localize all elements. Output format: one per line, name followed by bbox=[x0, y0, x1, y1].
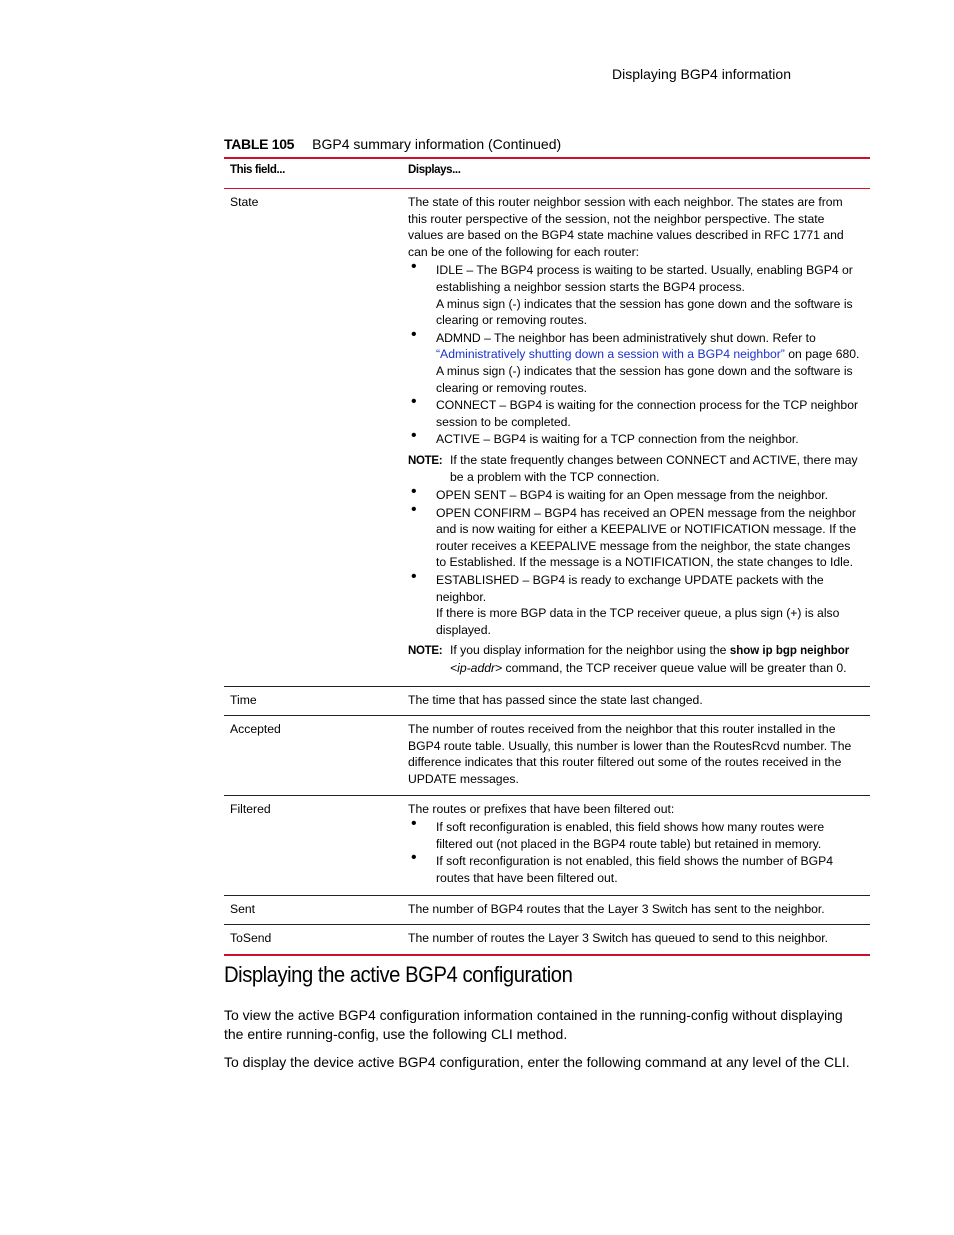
state-open-sent: • OPEN SENT – BGP4 is waiting for an Open message from the neighbor. bbox=[436, 488, 828, 503]
note-text: If the state frequently changes between CONNECT and ACTIVE, there may be a problem with the TCP connection. bbox=[450, 452, 858, 484]
note bbox=[408, 642, 862, 676]
state-intro: The state of this router neighbor session with each neighbor. The states are from this router perspective of the session, not the neighbor perspective. The state values are based on the BGP4 state machine values described in RFC 1771 and can be one of the following for each router: bbox=[408, 195, 844, 259]
command-argument: <ip-addr> bbox=[450, 661, 503, 676]
body-paragraph: To view the active BGP4 configuration information contained in the running-config without displaying the entire running-config, use the following CLI method. bbox=[224, 1007, 843, 1042]
note bbox=[408, 452, 862, 485]
section-heading: Displaying the active BGP4 configuration bbox=[224, 962, 573, 987]
state-list bbox=[408, 262, 862, 448]
filtered-list bbox=[408, 819, 862, 886]
body-paragraph: To display the device active BGP4 configuration, enter the following command at any level of the CLI. bbox=[224, 1054, 850, 1070]
column-header-displays: Displays... bbox=[408, 164, 461, 176]
field-name: Time bbox=[230, 692, 257, 707]
filtered-item-text: • If soft reconfiguration is not enabled, this field shows the number of BGP4 routes that have been filtered out. bbox=[436, 854, 833, 885]
table-number: TABLE 105 bbox=[224, 136, 295, 152]
list-item bbox=[408, 330, 862, 396]
command-name: show ip bgp neighbor bbox=[729, 645, 850, 658]
table-row-filtered bbox=[224, 795, 870, 895]
field-description: The number of BGP4 routes that the Layer 3 Switch has sent to the neighbor. bbox=[408, 901, 825, 916]
list-item bbox=[408, 431, 862, 448]
field-name: Accepted bbox=[230, 722, 281, 737]
table-header-row bbox=[224, 159, 870, 189]
running-header: Displaying BGP4 information bbox=[612, 66, 791, 82]
note-text-pre: If you display information for the neighbor using the bbox=[450, 643, 730, 658]
field-name: ToSend bbox=[230, 931, 272, 946]
cross-reference-link[interactable]: “Administratively shutting down a session with a BGP4 neighbor” bbox=[436, 347, 785, 362]
bgp4-summary-table bbox=[224, 157, 870, 956]
field-description bbox=[408, 189, 870, 686]
state-admnd-page: on page 680. bbox=[784, 347, 860, 362]
state-idle-sub: A minus sign (-) indicates that the session has gone down and the software is clearing or removing routes. bbox=[436, 296, 853, 328]
list-item bbox=[408, 819, 862, 852]
list-item bbox=[408, 853, 862, 886]
column-header-field: This field... bbox=[230, 164, 285, 176]
filtered-intro: The routes or prefixes that have been filtered out: bbox=[408, 801, 675, 816]
note-text bbox=[450, 642, 862, 676]
field-name: Sent bbox=[230, 901, 256, 916]
list-item bbox=[408, 505, 862, 571]
field-name: Filtered bbox=[230, 801, 271, 816]
note-label: NOTE: bbox=[408, 454, 443, 467]
table-row-state bbox=[224, 189, 870, 686]
state-established: • ESTABLISHED – BGP4 is ready to exchange UPDATE packets with the neighbor. bbox=[436, 573, 824, 604]
state-idle: • IDLE – The BGP4 process is waiting to be started. Usually, enabling BGP4 or establishing a neighbor session starts the BGP4 process. bbox=[436, 263, 853, 294]
table-title: BGP4 summary information (Continued) bbox=[312, 136, 562, 152]
table-row-tosend bbox=[224, 924, 870, 954]
note-text-post: command, the TCP receiver queue value will be greater than 0. bbox=[502, 661, 847, 676]
state-open-confirm: • OPEN CONFIRM – BGP4 has received an OPEN message from the neighbor and is now waiting for either a KEEPALIVE or NOTIFICATION message. If the router receives a KEEPALIVE message from the neighbor, the state changes to Established. If the message is a NOTIFICATION, the state changes to Idle. bbox=[436, 505, 857, 570]
field-name: State bbox=[230, 195, 259, 209]
table-caption bbox=[224, 136, 561, 152]
list-item bbox=[408, 397, 862, 430]
state-admnd: ADMND – The neighbor has been administratively shut down. Refer to bbox=[436, 330, 816, 345]
table-row-sent bbox=[224, 895, 870, 925]
field-description: The number of routes received from the neighbor that this router installed in the BGP4 route table. Usually, this number is lower than the RoutesRcvd number. The difference indicates that this router filtered out some of the routes received in the UPDATE messages. bbox=[408, 722, 852, 786]
state-connect: • CONNECT – BGP4 is waiting for the connection process for the TCP neighbor session to be completed. bbox=[436, 398, 859, 429]
state-established-sub: If there is more BGP data in the TCP receiver queue, a plus sign (+) is also displayed. bbox=[436, 606, 840, 637]
table-row-time bbox=[224, 686, 870, 716]
note-label: NOTE: bbox=[408, 645, 443, 658]
field-description bbox=[408, 796, 870, 895]
table-row-accepted bbox=[224, 715, 870, 794]
field-description: The time that has passed since the state last changed. bbox=[408, 692, 703, 707]
state-list-continued bbox=[408, 487, 862, 638]
field-description: The number of routes the Layer 3 Switch has queued to send to this neighbor. bbox=[408, 931, 829, 946]
list-item bbox=[408, 262, 862, 328]
list-item bbox=[408, 487, 862, 504]
state-active: • ACTIVE – BGP4 is waiting for a TCP connection from the neighbor. bbox=[436, 432, 799, 447]
state-admnd-sub: A minus sign (-) indicates that the session has gone down and the software is clearing or removing routes. bbox=[436, 363, 853, 395]
filtered-item-text: • If soft reconfiguration is enabled, this field shows how many routes were filtered out (not placed in the BGP4 route table) but retained in memory. bbox=[436, 820, 825, 851]
list-item bbox=[408, 572, 862, 638]
